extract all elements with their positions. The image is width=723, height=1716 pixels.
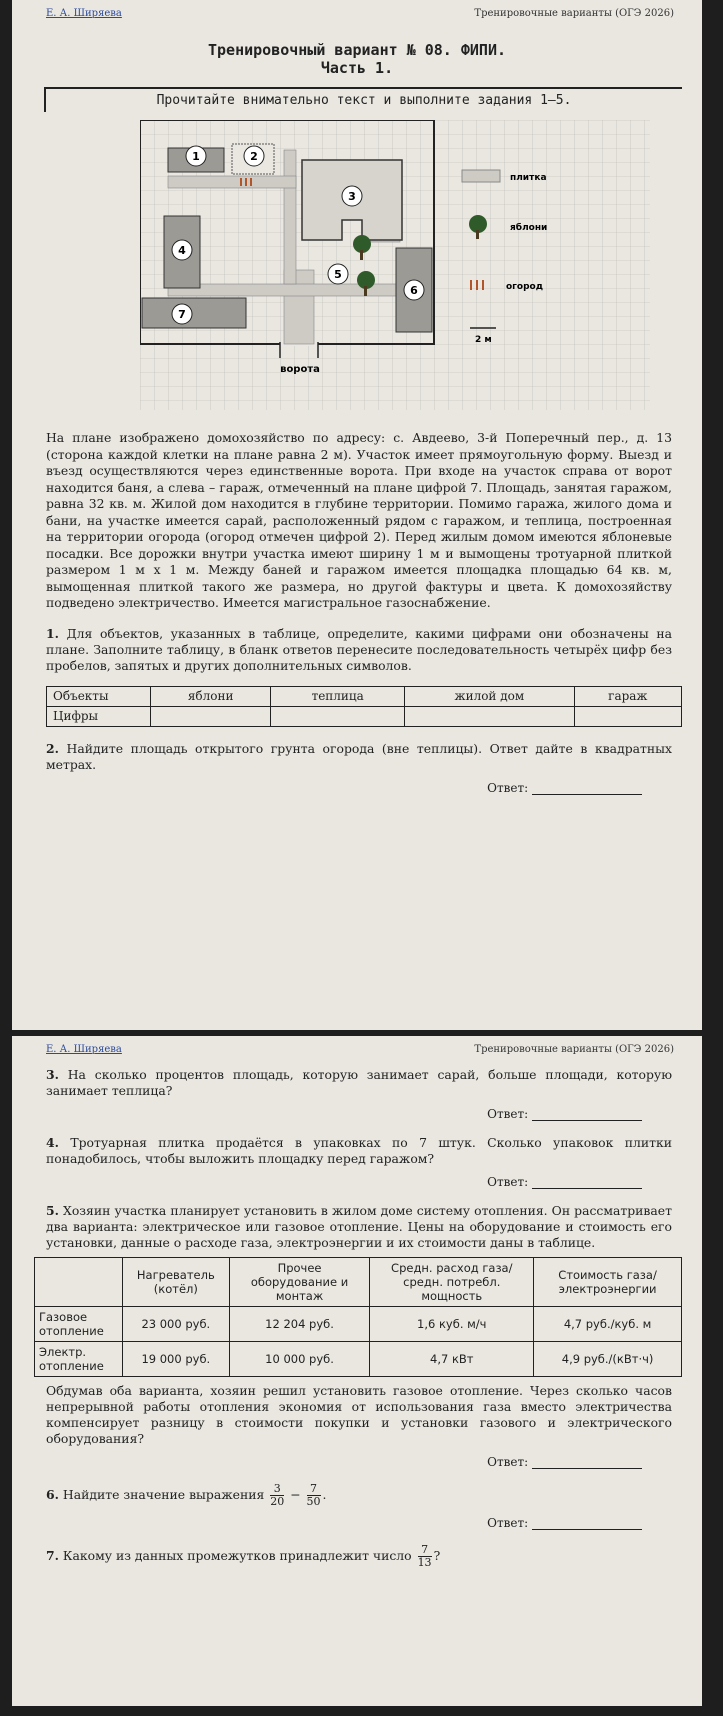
answer-field[interactable] [532,1457,642,1469]
page-title [12,41,702,77]
digit-cell[interactable] [574,706,681,726]
table-row [35,1342,682,1377]
task-4-answer [12,1175,642,1189]
variant-title: Тренировочный вариант № 08. ФИПИ. [207,41,506,59]
task-6-text: Найдите значение выражения [62,1487,265,1502]
series-name: Тренировочные варианты (ОГЭ 2026) [474,1044,674,1055]
table-cell: 19 000 руб. [123,1342,230,1377]
table-row [35,1307,682,1342]
table-corner [35,1258,123,1307]
fraction-numerator: 7 [307,1483,321,1496]
table-cell: 1,6 куб. м/ч [370,1307,534,1342]
answer-field[interactable] [532,1518,642,1530]
answer-label: Ответ: [487,1455,529,1469]
answer-label: Ответ: [487,780,529,795]
task-5-text: Хозяин участка планирует установить в жилом доме систему отопления. Он рассматривает два варианта: электрическое или газовое отопление. Цены на оборудование и стоимость его установки, данные о расходе газа, электроэнергии и их стоимости даны в таблице. [46,1203,672,1250]
fraction [418,1544,432,1569]
task-4-text: Тротуарная плитка продаётся в упаковках по 7 штук. Сколько упаковок плитки понадобилось, чтобы выложить площадку перед гаражом? [46,1135,672,1166]
task-3-answer [12,1107,642,1121]
table-row [47,706,682,726]
plan-label-2: 2 [250,150,258,163]
table-cell: 4,7 кВт [370,1342,534,1377]
table-cell: 12 204 руб. [229,1307,370,1342]
column-header: Прочее оборудование и монтаж [229,1258,370,1307]
instruction-box: Прочитайте внимательно текст и выполните задания 1–5. [44,87,682,112]
legend-garden: огород [506,282,543,292]
object-cell: гараж [574,686,681,706]
fraction-numerator: 7 [418,1544,432,1557]
minus-sign: − [290,1487,301,1502]
fraction-numerator: 3 [270,1483,284,1496]
author-name: Е. А. Ширяева [46,8,122,19]
plan-description: На плане изображено домохозяйство по адресу: с. Авдеево, 3-й Поперечный пер., д. 13 (сторона каждой клетки на плане равна 2 м). Участок имеет прямоугольную форму. Выезд и въезд осуществляются через единственные ворота. При входе на участок справа от ворот находится баня, а слева – гараж, отмеченный на плане цифрой 7. Площадь, занятая гаражом, равна 32 кв. м. Жилой дом находится в глубине территории. Помимо гаража, жилого дома и бани, на участке имеется сарай, расположенный рядом с гаражом, и теплица, построенная на территории огорода (огород отмечен цифрой 2). Перед жилым домом имеются яблоневые посадки. Все дорожки внутри участка имеют ширину 1 м и вымощены тротуарной плиткой размером 1 м х 1 м. Между баней и гаражом имеется площадка площадью 64 кв. м, вымощенная плиткой такого же размера, но другой фактуры и цвета. К домохозяйству подведено электричество. Имеется магистральное газоснабжение. [46,430,672,610]
task-4-number: 4. [46,1135,59,1150]
table-header-row [35,1258,682,1307]
task-1-number: 1. [46,625,59,641]
task-4 [46,1135,672,1167]
author-name: Е. А. Ширяева [46,1044,122,1055]
digit-cell[interactable] [405,706,575,726]
answer-field[interactable] [532,1177,642,1189]
plan-label-7: 7 [178,308,186,321]
fraction-denominator: 50 [306,1495,321,1508]
task-2-number: 2. [46,740,59,756]
table-cell: 23 000 руб. [123,1307,230,1342]
row-label: Электр. отопление [35,1342,123,1377]
plan-label-6: 6 [410,284,418,297]
object-cell: жилой дом [405,686,575,706]
digit-cell[interactable] [151,706,271,726]
part-title: Часть 1. [320,59,394,77]
task-1-text: Для объектов, указанных в таблице, определите, какими цифрами они обозначены на плане. Заполните таблицу, в бланк ответов перенесите последовательность четырёх цифр без пробелов, запятых и других дополнительных символов. [46,625,672,673]
fraction-denominator: 20 [270,1495,285,1508]
row-label: Газовое отопление [35,1307,123,1342]
page-header [12,1036,702,1055]
task-7-number: 7. [46,1548,59,1563]
object-cell: яблони [151,686,271,706]
task-6-answer [12,1516,642,1530]
task-5-answer [12,1455,642,1469]
fraction-denominator: 13 [417,1556,432,1569]
task-7: 7. Какому из данных промежутков принадлежит число $\frac{7}{13}$ ? [46,1543,441,1569]
building-7 [142,298,246,328]
column-header: Стоимость газа/электроэнергии [534,1258,682,1307]
answer-label: Ответ: [487,1516,529,1530]
answer-field[interactable] [532,783,642,795]
task-3 [46,1067,672,1099]
worksheet-page-1 [12,0,702,1030]
task-2-answer [12,781,642,795]
column-header: Средн. расход газа/ средн. потребл. мощность [370,1258,534,1307]
worksheet-page-2 [12,1036,702,1706]
column-header: Нагреватель (котёл) [123,1258,230,1307]
task-6-number: 6. [46,1487,59,1502]
digit-cell[interactable] [271,706,405,726]
objects-table [46,686,682,727]
legend-apples: яблони [510,223,548,233]
series-name: Тренировочные варианты (ОГЭ 2026) [474,8,674,19]
task-5 [46,1203,672,1251]
fraction [307,1483,321,1508]
table-cell: 4,9 руб./(кВт·ч) [534,1342,682,1377]
heating-table [34,1257,682,1377]
task-2-text: Найдите площадь открытого грунта огорода (вне теплицы). Ответ дайте в квадратных метрах. [46,740,672,772]
legend-scale: 2 м [475,335,492,345]
answer-label: Ответ: [487,1175,529,1189]
site-plan [140,120,660,420]
gate-label: ворота [280,364,320,375]
task-2 [46,741,672,773]
objects-row-label: Объекты [47,686,151,706]
site-plan-drawing [140,120,660,420]
plan-label-1: 1 [192,150,200,163]
task-6: 6. Найдите значение выражения $\frac{3}{20}$ − $\frac{7}{50}$ . [46,1482,327,1508]
plan-label-4: 4 [178,244,186,257]
task-3-number: 3. [46,1067,59,1082]
table-row [47,686,682,706]
task-1 [46,626,672,674]
answer-label: Ответ: [487,1107,529,1121]
answer-field[interactable] [532,1109,642,1121]
table-cell: 10 000 руб. [229,1342,370,1377]
task-5-question: Обдумав оба варианта, хозяин решил установить газовое отопление. Через сколько часов непрерывной работы отопления экономия от использования газа вместо электричества компенсирует разницу в стоимости покупки и установки газового и электрического оборудования? [46,1383,672,1446]
task-7-text: Какому из данных промежутков принадлежит число [62,1548,412,1563]
digits-row-label: Цифры [47,706,151,726]
garden-sprouts [240,178,252,186]
plan-label-5: 5 [334,268,342,281]
page-header [12,0,702,19]
table-cell: 4,7 руб./куб. м [534,1307,682,1342]
legend-tile: плитка [510,173,547,183]
plan-label-3: 3 [348,190,356,203]
task-3-text: На сколько процентов площадь, которую занимает сарай, больше площади, которую занимает теплица? [46,1067,672,1098]
task-5-number: 5. [46,1203,59,1218]
object-cell: теплица [271,686,405,706]
fraction [270,1483,284,1508]
